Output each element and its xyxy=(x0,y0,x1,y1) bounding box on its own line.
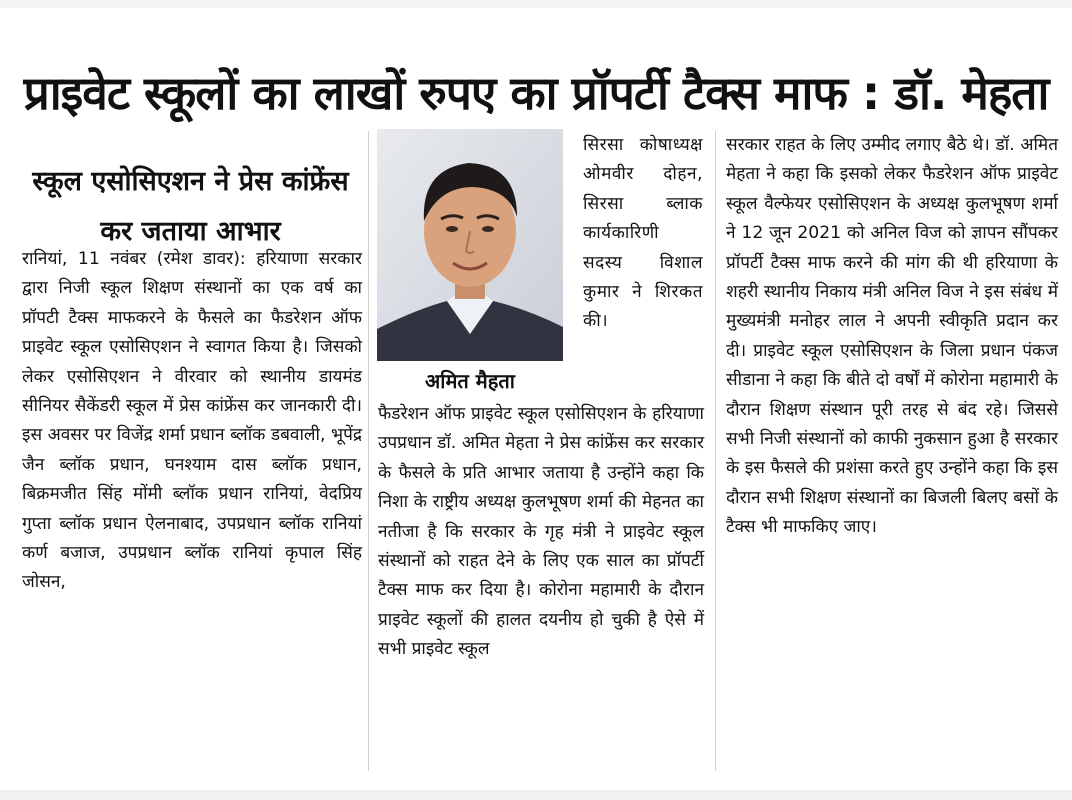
article-text-col1: रानियां, 11 नवंबर (रमेश डावर): हरियाणा सरकार द्वारा निजी स्कूल शिक्षण संस्थानों का एक वर्ष का प्रॉपटी टैक्स माफकरने के फैसले का फैडरेशन ऑफ प्राइवेट स्कूल एसोसिएशन ने स्वागत किया है। जिसको लेकर एसोसिएशन ने वीरवार को स्थानीय डायमंड सीनियर सैकेंडरी स्कूल में प्रेस कांफ्रेंस कर जानकारी दी। इस अवसर पर विजेंद्र शर्मा प्रधान ब्लॉक डबवाली, भूपेंद्र जैन ब्लॉक प्रधान, घनश्याम दास ब्लॉक प्रधान, बिक्रमजीत सिंह मोंमी ब्लॉक प्रधान रानियां, वेदप्रिय गुप्ता ब्लॉक प्रधान ऐलनाबाद, उपप्रधान ब्लॉक रानियां कर्ण बजाज, उपप्रधान ब्लॉक रानियां कृपाल सिंह जोसन, xyxy=(22,249,362,593)
portrait-image xyxy=(377,129,563,361)
column-divider xyxy=(368,131,369,771)
article-column-1 xyxy=(22,245,362,598)
article-column-3 xyxy=(726,131,1058,543)
article-column-2-bottom xyxy=(378,400,704,665)
article-text-col3: सरकार राहत के लिए उम्मीद लगाए बैठे थे। डॉ. अमित मेहता ने कहा कि इसको लेकर फैडरेशन ऑफ प्राइवेट स्कूल वैल्फेयर एसोसिएशन के अध्यक्ष कुलभूषण शर्मा ने 12 जून 2021 को अनिल विज को ज्ञापन सौंपकर प्रॉपर्टी टैक्स माफ करने की मांग की थी हरियाणा के शहरी स्थानीय निकाय मंत्री अनिल विज ने इस संबंध में मुख्यमंत्री मनोहर लाल ने अपनी स्वीकृति प्रदान कर दी। प्राइवेट स्कूल एसोसिएशन के जिला प्रधान पंकज सीडाना ने कहा कि बीते दो वर्षों में कोरोना महामारी के दौरान शिक्षण संस्थान पूरी तरह से बंद रहे। जिससे सभी निजी संस्थानों को काफी नुकसान हुआ है सरकार के इस फैसले की प्रशंसा करते हुए उन्होंने कहा कि इस दौरान सभी शिक्षण संस्थानों का बिजली बिलए बसों के टैक्स भी माफकिए जाए। xyxy=(726,135,1058,538)
subheadline: स्कूल एसोसिएशन ने प्रेस कांफ्रेंस कर जताया आभार xyxy=(32,166,349,248)
photo-caption: अमित मैहता xyxy=(425,369,515,393)
bottom-rule xyxy=(0,790,1072,800)
portrait-photo xyxy=(377,129,563,361)
article-column-2-top xyxy=(583,131,703,337)
article-text-col2-bottom: फैडरेशन ऑफ प्राइवेट स्कूल एसोसिएशन के हरियाणा उपप्रधान डॉ. अमित मेहता ने प्रेस कांफ्रेंस कर सरकार के फैसले के प्रति आभार जताया है उन्होंने कहा कि निशा के राष्ट्रीय अध्यक्ष कुलभूषण शर्मा की मेहनत का नतीजा है कि सरकार के गृह मंत्री ने प्राइवेट स्कूल संस्थानों को राहत देने के लिए एक साल का प्रॉपर्टी टैक्स माफ कर दिया है। कोरोना महामारी के दौरान प्राइवेट स्कूलों की हालत दयनीय हो चुकी है ऐसे में सभी प्राइवेट स्कूल xyxy=(378,404,704,660)
article-text-col2-top: सिरसा कोषाध्यक्ष ओमवीर दोहन, सिरसा ब्लाक कार्यकारिणी सदस्य विशाल कुमार ने शिरकत की। xyxy=(583,135,703,332)
headline: प्राइवेट स्कूलों का लाखों रुपए का प्रॉपर्टी टैक्स माफ : डॉ. मेहता xyxy=(23,65,1049,120)
column-divider xyxy=(715,131,716,771)
top-rule xyxy=(0,0,1072,8)
